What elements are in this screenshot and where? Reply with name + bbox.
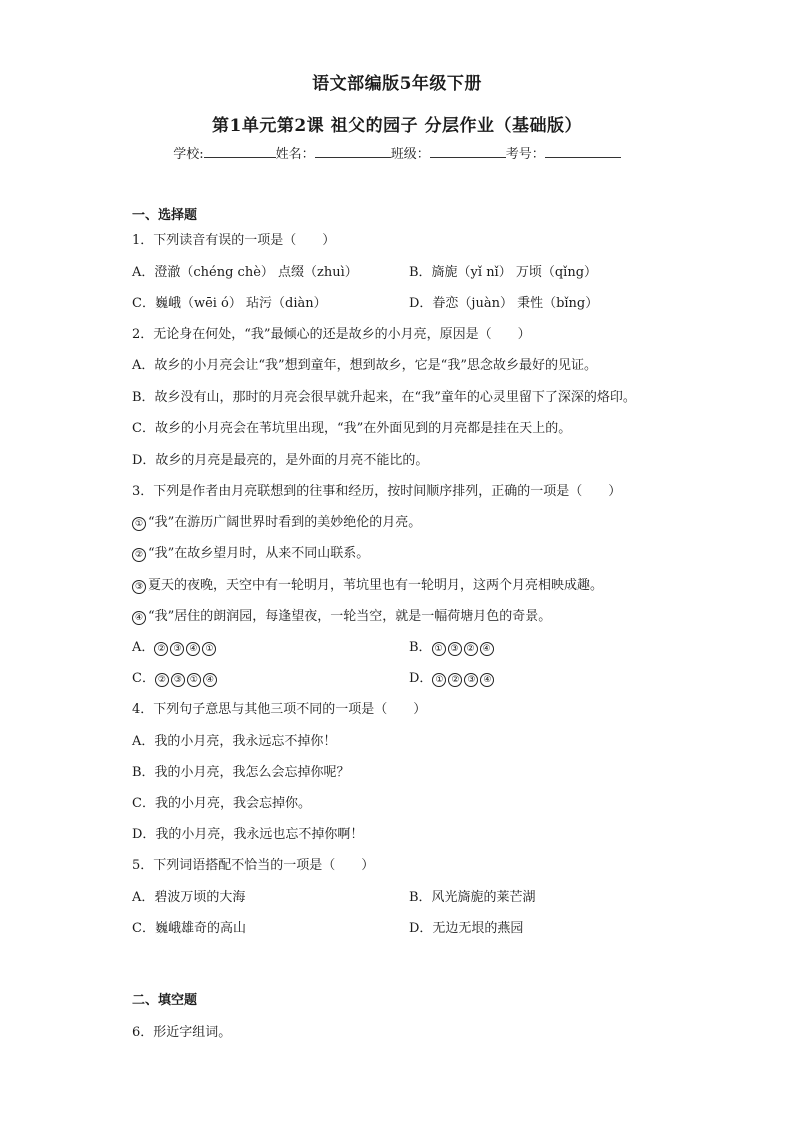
circled-number-4: ④ (132, 611, 146, 625)
question-6-stem: 6．形近字组词。 (132, 1025, 232, 1040)
question-3-item-4 (132, 608, 551, 626)
id-blank[interactable] (545, 145, 621, 158)
order-number: ④ (480, 673, 494, 687)
question-2-stem: 2．无论身在何处，“我”最倾心的还是故乡的小月亮，原因是（ ） (132, 327, 531, 342)
class-label: 班级： (390, 147, 430, 162)
question-2-option-d[interactable]: D．故乡的月亮是最亮的，是外面的月亮不能比的。 (132, 453, 429, 468)
name-label: 姓名： (275, 147, 315, 162)
question-3-stem: 3．下列是作者由月亮联想到的往事和经历，按时间顺序排列，正确的一项是（ ） (132, 484, 622, 499)
option-b-label: B． (409, 640, 432, 655)
question-3-option-c[interactable] (132, 670, 219, 688)
question-3-item-3 (132, 577, 603, 595)
school-label: 学校: (173, 147, 204, 162)
question-3-option-d[interactable] (409, 670, 496, 688)
question-4-option-d[interactable]: D．我的小月亮，我永远也忘不掉你啊！ (132, 827, 364, 842)
item-2-text: “我”在故乡望月时，从来不同山联系。 (148, 546, 370, 561)
circled-number-2: ② (132, 548, 146, 562)
question-4-option-a[interactable]: A．我的小月亮，我永远忘不掉你！ (132, 734, 337, 749)
question-1-option-a[interactable]: A．澄澈（chéng chè） 点缀（zhuì） (132, 265, 358, 280)
order-number: ① (202, 642, 216, 656)
question-2-option-c[interactable]: C．故乡的小月亮会在苇坑里出现，“我”在外面见到的月亮都是挂在天上的。 (132, 421, 572, 436)
order-number: ① (432, 642, 446, 656)
item-3-text: 夏天的夜晚，天空中有一轮明月，苇坑里也有一轮明月，这两个月亮相映成趣。 (148, 578, 604, 593)
question-5-option-a[interactable]: A．碧波万顷的大海 (132, 890, 246, 905)
option-a-label: A． (132, 640, 155, 655)
question-2-option-b[interactable]: B．故乡没有山，那时的月亮会很早就升起来，在“我”童年的心灵里留下了深深的烙印。 (132, 390, 636, 405)
item-1-text: “我”在游历广阔世界时看到的美妙绝伦的月亮。 (148, 515, 422, 530)
question-2-option-a[interactable]: A．故乡的小月亮会让“我”想到童年，想到故乡，它是“我”思念故乡最好的见证。 (132, 358, 597, 373)
order-number: ② (155, 673, 169, 687)
worksheet-title: 语文部编版5年级下册 (312, 74, 482, 94)
order-number: ④ (186, 642, 200, 656)
order-number: ① (187, 673, 201, 687)
question-5-option-c[interactable]: C．巍峨雄奇的高山 (132, 921, 246, 936)
order-number: ③ (170, 642, 184, 656)
question-3-option-a[interactable] (132, 639, 218, 657)
option-c-label: C． (132, 671, 155, 686)
class-blank[interactable] (430, 145, 506, 158)
item-4-text: “我”居住的朗润园，每逢望夜，一轮当空，就是一幅荷塘月色的奇景。 (148, 609, 552, 624)
order-number: ② (464, 642, 478, 656)
lesson-subtitle: 第1单元第2课 祖父的园子 分层作业（基础版） (212, 116, 582, 136)
name-blank[interactable] (315, 145, 391, 158)
order-number: ④ (480, 642, 494, 656)
section-heading-choice: 一、选择题 (132, 208, 198, 223)
section-heading-fill-in: 二、填空题 (132, 993, 198, 1008)
order-number: ① (432, 673, 446, 687)
id-label: 考号： (505, 147, 545, 162)
question-4-option-b[interactable]: B．我的小月亮，我怎么会忘掉你呢？ (132, 765, 350, 780)
school-blank[interactable] (204, 145, 276, 158)
question-5-stem: 5．下列词语搭配不恰当的一项是（ ） (132, 858, 375, 873)
order-number: ③ (464, 673, 478, 687)
order-number: ② (154, 642, 168, 656)
question-1-stem: 1．下列读音有误的一项是（ ） (132, 233, 336, 248)
question-1-option-c[interactable]: C．巍峨（wēi ó） 玷污（diàn） (132, 296, 327, 311)
order-number: ③ (171, 673, 185, 687)
question-1-option-b[interactable]: B．旖旎（yǐ nǐ） 万顷（qǐng） (409, 265, 598, 280)
question-5-option-b[interactable]: B．风光旖旎的莱芒湖 (409, 890, 536, 905)
question-3-item-2 (132, 545, 369, 563)
circled-number-1: ① (132, 517, 146, 531)
order-number: ④ (203, 673, 217, 687)
option-d-label: D． (409, 671, 433, 686)
question-5-option-d[interactable]: D．无边无垠的燕园 (409, 921, 524, 936)
student-info-row (0, 143, 794, 162)
order-number: ② (448, 673, 462, 687)
question-3-option-b[interactable] (409, 639, 496, 657)
order-number: ③ (448, 642, 462, 656)
question-4-stem: 4．下列句子意思与其他三项不同的一项是（ ） (132, 702, 427, 717)
question-3-item-1 (132, 514, 421, 532)
circled-number-3: ③ (132, 580, 146, 594)
question-4-option-c[interactable]: C．我的小月亮，我会忘掉你。 (132, 796, 311, 811)
question-1-option-d[interactable]: D．眷恋（juàn） 秉性（bǐng） (409, 296, 599, 311)
